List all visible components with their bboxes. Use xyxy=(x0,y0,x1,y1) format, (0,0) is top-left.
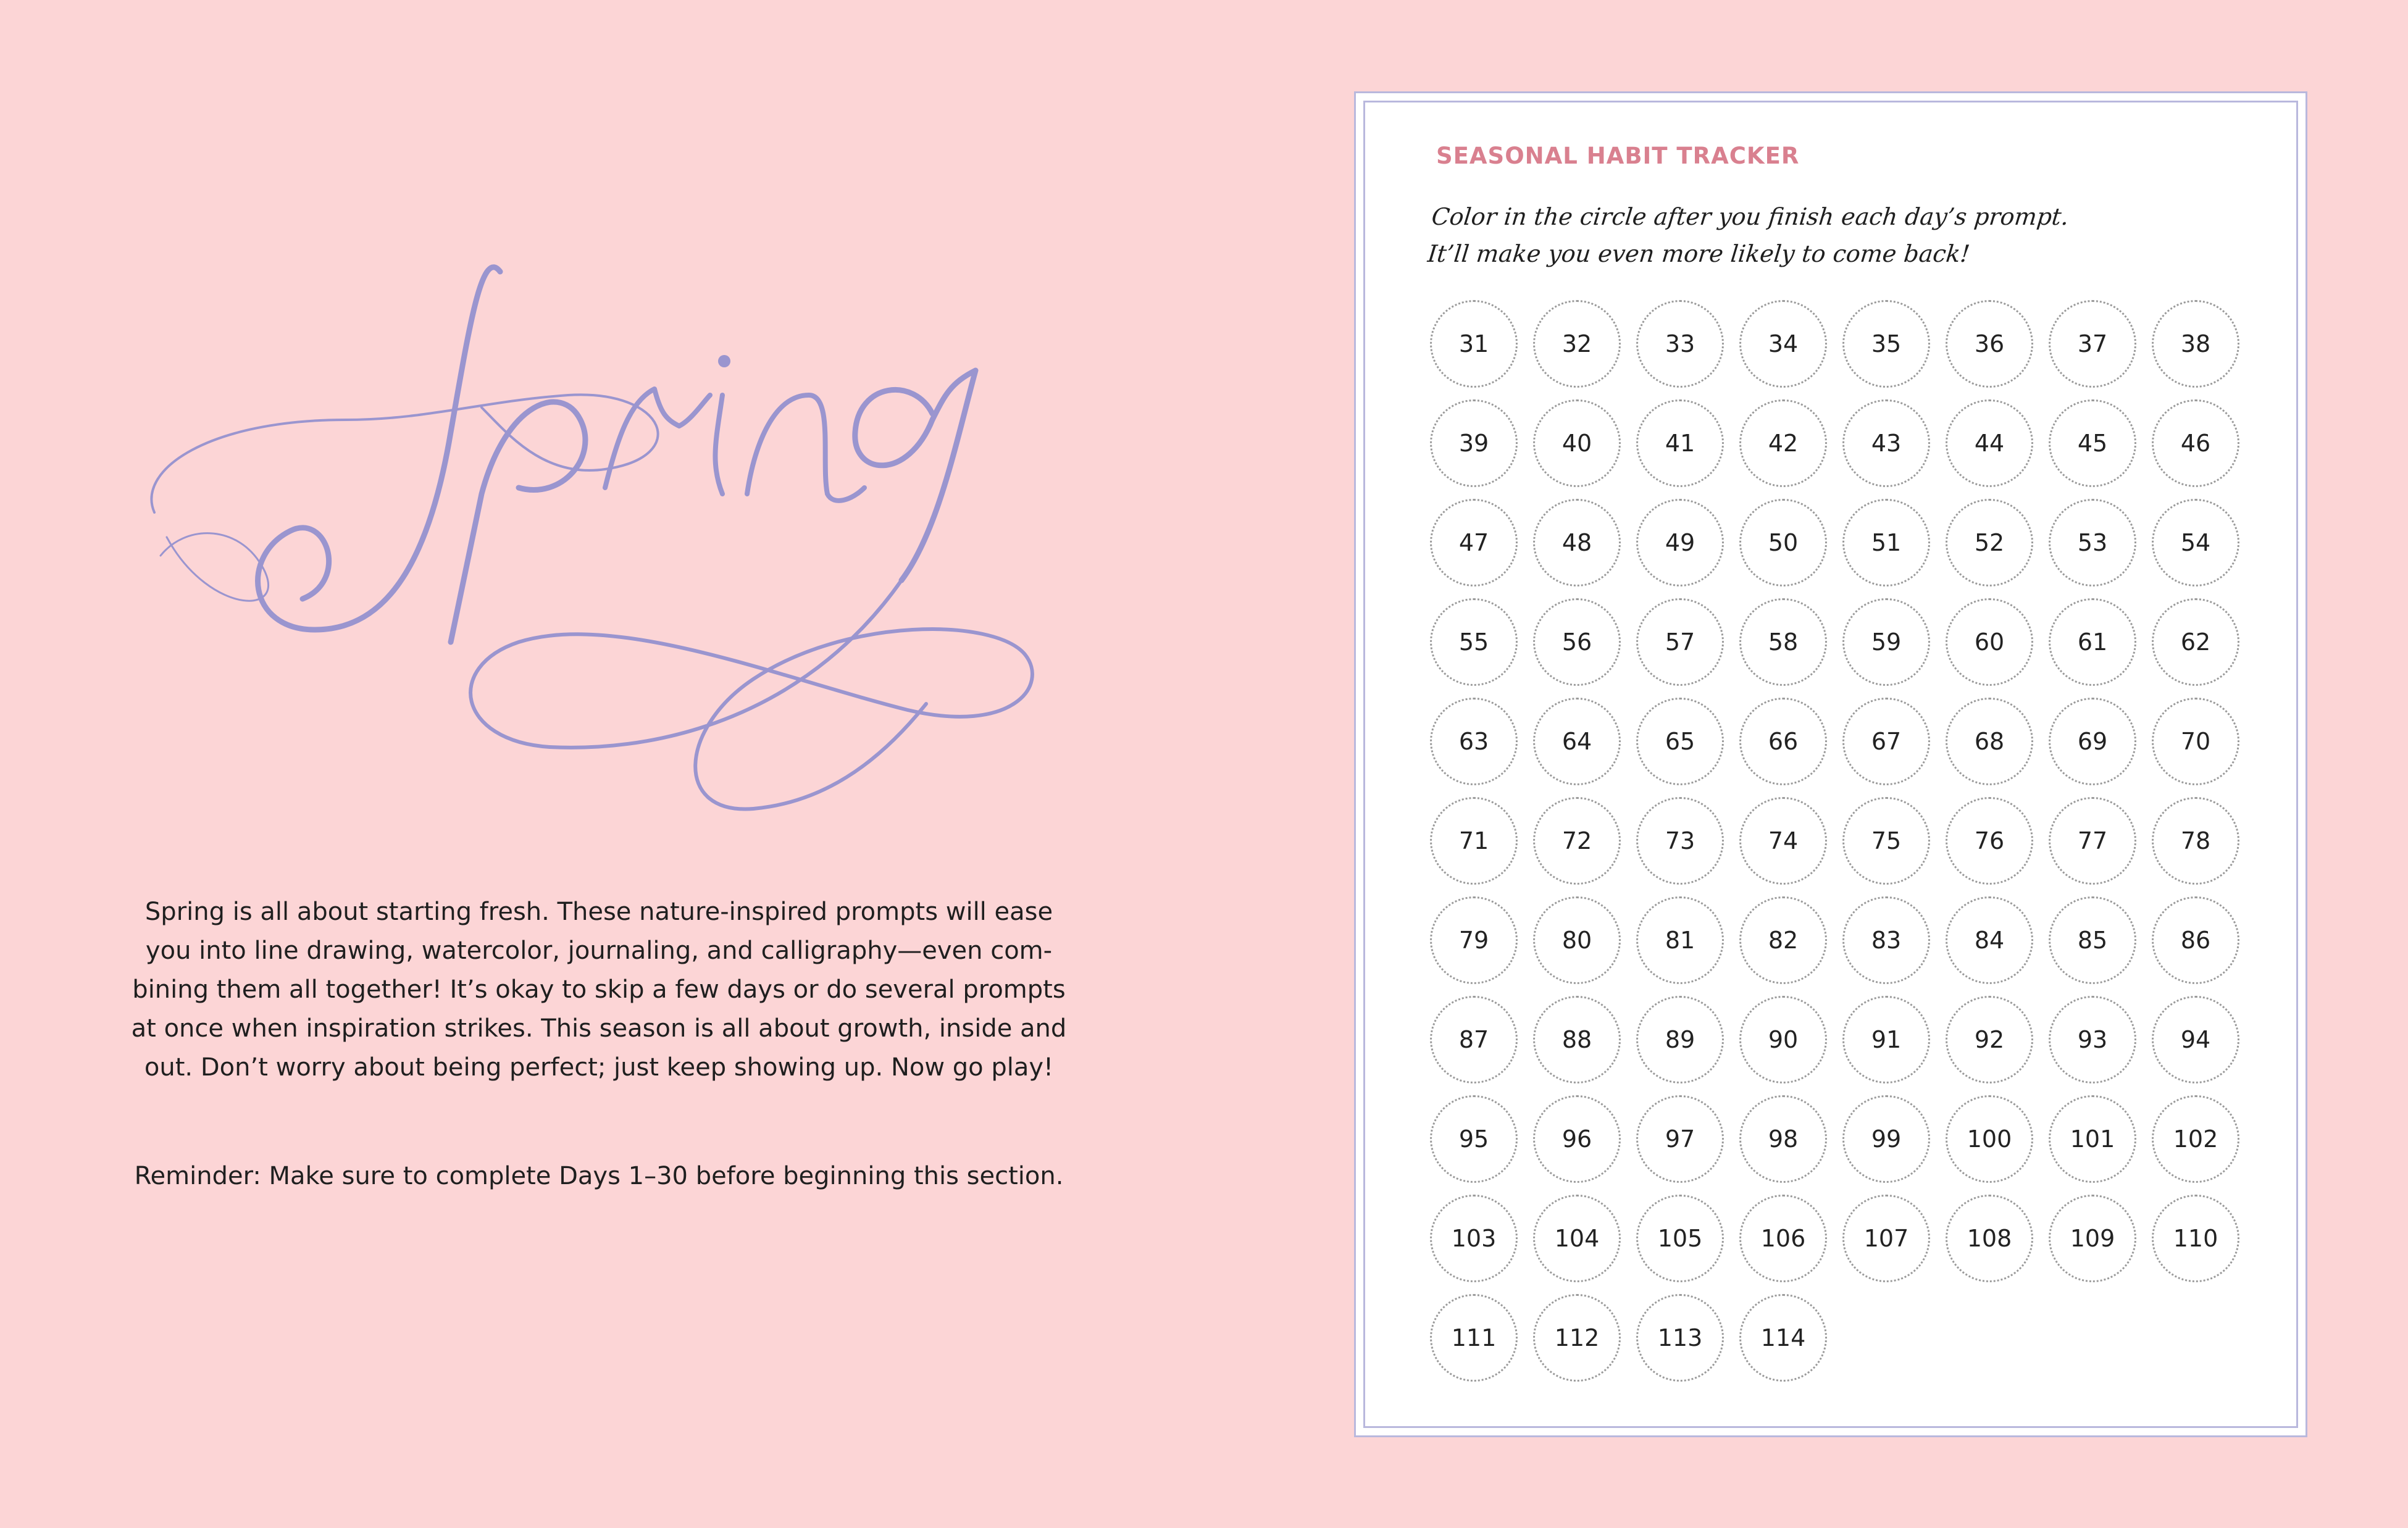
day-circle-56[interactable]: 56 xyxy=(1533,598,1621,686)
reminder-text: Reminder: Make sure to complete Days 1–30 before beginning this section. xyxy=(134,1162,1064,1190)
day-circle-32[interactable]: 32 xyxy=(1533,300,1621,388)
day-circle-55[interactable]: 55 xyxy=(1430,598,1518,686)
intro-line: out. Don’t worry about being perfect; just keep showing up. Now go play! xyxy=(144,1053,1054,1082)
day-circle-44[interactable]: 44 xyxy=(1946,399,2033,487)
instruction-line: Color in the circle after you finish each day’s prompt. xyxy=(1430,203,2070,230)
day-circle-52[interactable]: 52 xyxy=(1946,499,2033,587)
day-circle-47[interactable]: 47 xyxy=(1430,499,1518,587)
day-circle-grid xyxy=(1430,300,2239,1382)
day-circle-111[interactable]: 111 xyxy=(1430,1294,1518,1382)
day-circle-110[interactable]: 110 xyxy=(2152,1195,2239,1282)
day-circle-87[interactable]: 87 xyxy=(1430,996,1518,1083)
day-circle-108[interactable]: 108 xyxy=(1946,1195,2033,1282)
intro-line: you into line drawing, watercolor, journaling, and calligraphy—even com- xyxy=(145,937,1053,965)
day-circle-68[interactable]: 68 xyxy=(1946,698,2033,785)
day-circle-53[interactable]: 53 xyxy=(2049,499,2136,587)
intro-paragraph xyxy=(117,893,1081,1087)
day-circle-40[interactable]: 40 xyxy=(1533,399,1621,487)
letter-s-swash xyxy=(161,533,269,601)
day-circle-66[interactable]: 66 xyxy=(1739,698,1827,785)
day-circle-102[interactable]: 102 xyxy=(2152,1095,2239,1183)
day-circle-105[interactable]: 105 xyxy=(1636,1195,1724,1282)
day-circle-85[interactable]: 85 xyxy=(2049,896,2136,984)
day-circle-113[interactable]: 113 xyxy=(1636,1294,1724,1382)
day-circle-54[interactable]: 54 xyxy=(2152,499,2239,587)
day-circle-64[interactable]: 64 xyxy=(1533,698,1621,785)
day-circle-39[interactable]: 39 xyxy=(1430,399,1518,487)
day-circle-59[interactable]: 59 xyxy=(1842,598,1930,686)
intro-line: at once when inspiration strikes. This season is all about growth, inside and xyxy=(131,1014,1067,1043)
day-circle-112[interactable]: 112 xyxy=(1533,1294,1621,1382)
day-circle-84[interactable]: 84 xyxy=(1946,896,2033,984)
day-circle-101[interactable]: 101 xyxy=(2049,1095,2136,1183)
day-circle-78[interactable]: 78 xyxy=(2152,797,2239,885)
day-circle-45[interactable]: 45 xyxy=(2049,399,2136,487)
tracker-title: SEASONAL HABIT TRACKER xyxy=(1436,143,1800,169)
day-circle-82[interactable]: 82 xyxy=(1739,896,1827,984)
day-circle-71[interactable]: 71 xyxy=(1430,797,1518,885)
day-circle-100[interactable]: 100 xyxy=(1946,1095,2033,1183)
letter-n xyxy=(747,395,864,501)
day-circle-33[interactable]: 33 xyxy=(1636,300,1724,388)
day-circle-76[interactable]: 76 xyxy=(1946,797,2033,885)
day-circle-38[interactable]: 38 xyxy=(2152,300,2239,388)
day-circle-91[interactable]: 91 xyxy=(1842,996,1930,1083)
day-circle-106[interactable]: 106 xyxy=(1739,1195,1827,1282)
day-circle-61[interactable]: 61 xyxy=(2049,598,2136,686)
day-circle-34[interactable]: 34 xyxy=(1739,300,1827,388)
day-circle-48[interactable]: 48 xyxy=(1533,499,1621,587)
day-circle-89[interactable]: 89 xyxy=(1636,996,1724,1083)
letter-i xyxy=(715,395,722,494)
day-circle-57[interactable]: 57 xyxy=(1636,598,1724,686)
day-circle-31[interactable]: 31 xyxy=(1430,300,1518,388)
bottom-flourish xyxy=(470,580,1032,809)
day-circle-80[interactable]: 80 xyxy=(1533,896,1621,984)
day-circle-67[interactable]: 67 xyxy=(1842,698,1930,785)
day-circle-86[interactable]: 86 xyxy=(2152,896,2239,984)
day-circle-96[interactable]: 96 xyxy=(1533,1095,1621,1183)
day-circle-43[interactable]: 43 xyxy=(1842,399,1930,487)
day-circle-42[interactable]: 42 xyxy=(1739,399,1827,487)
day-circle-109[interactable]: 109 xyxy=(2049,1195,2136,1282)
spring-calligraphy-title xyxy=(136,235,1099,827)
letter-g xyxy=(855,370,976,580)
day-circle-70[interactable]: 70 xyxy=(2152,698,2239,785)
day-circle-41[interactable]: 41 xyxy=(1636,399,1724,487)
day-circle-83[interactable]: 83 xyxy=(1842,896,1930,984)
day-circle-65[interactable]: 65 xyxy=(1636,698,1724,785)
day-circle-98[interactable]: 98 xyxy=(1739,1095,1827,1183)
day-circle-46[interactable]: 46 xyxy=(2152,399,2239,487)
day-circle-49[interactable]: 49 xyxy=(1636,499,1724,587)
day-circle-97[interactable]: 97 xyxy=(1636,1095,1724,1183)
day-circle-99[interactable]: 99 xyxy=(1842,1095,1930,1183)
letter-i-dot xyxy=(718,355,730,367)
day-circle-74[interactable]: 74 xyxy=(1739,797,1827,885)
day-circle-81[interactable]: 81 xyxy=(1636,896,1724,984)
day-circle-72[interactable]: 72 xyxy=(1533,797,1621,885)
day-circle-58[interactable]: 58 xyxy=(1739,598,1827,686)
day-circle-95[interactable]: 95 xyxy=(1430,1095,1518,1183)
day-circle-107[interactable]: 107 xyxy=(1842,1195,1930,1282)
day-circle-103[interactable]: 103 xyxy=(1430,1195,1518,1282)
day-circle-60[interactable]: 60 xyxy=(1946,598,2033,686)
day-circle-36[interactable]: 36 xyxy=(1946,300,2033,388)
day-circle-93[interactable]: 93 xyxy=(2049,996,2136,1083)
day-circle-92[interactable]: 92 xyxy=(1946,996,2033,1083)
day-circle-79[interactable]: 79 xyxy=(1430,896,1518,984)
instruction-line: It’ll make you even more likely to come back! xyxy=(1426,240,1971,267)
intro-line: bining them all together! It’s okay to skip a few days or do several prompts xyxy=(132,975,1066,1004)
letter-p xyxy=(451,402,585,642)
day-circle-77[interactable]: 77 xyxy=(2049,797,2136,885)
day-circle-69[interactable]: 69 xyxy=(2049,698,2136,785)
day-circle-104[interactable]: 104 xyxy=(1533,1195,1621,1282)
tracker-instructions xyxy=(1426,198,2236,272)
day-circle-35[interactable]: 35 xyxy=(1842,300,1930,388)
day-circle-63[interactable]: 63 xyxy=(1430,698,1518,785)
day-circle-90[interactable]: 90 xyxy=(1739,996,1827,1083)
day-circle-51[interactable]: 51 xyxy=(1842,499,1930,587)
habit-tracker-card xyxy=(1354,91,2307,1437)
day-circle-75[interactable]: 75 xyxy=(1842,797,1930,885)
day-circle-94[interactable]: 94 xyxy=(2152,996,2239,1083)
day-circle-88[interactable]: 88 xyxy=(1533,996,1621,1083)
day-circle-73[interactable]: 73 xyxy=(1636,797,1724,885)
day-circle-114[interactable]: 114 xyxy=(1739,1294,1827,1382)
day-circle-37[interactable]: 37 xyxy=(2049,300,2136,388)
intro-line: Spring is all about starting fresh. These nature-inspired prompts will ease xyxy=(144,898,1053,926)
day-circle-50[interactable]: 50 xyxy=(1739,499,1827,587)
day-circle-62[interactable]: 62 xyxy=(2152,598,2239,686)
